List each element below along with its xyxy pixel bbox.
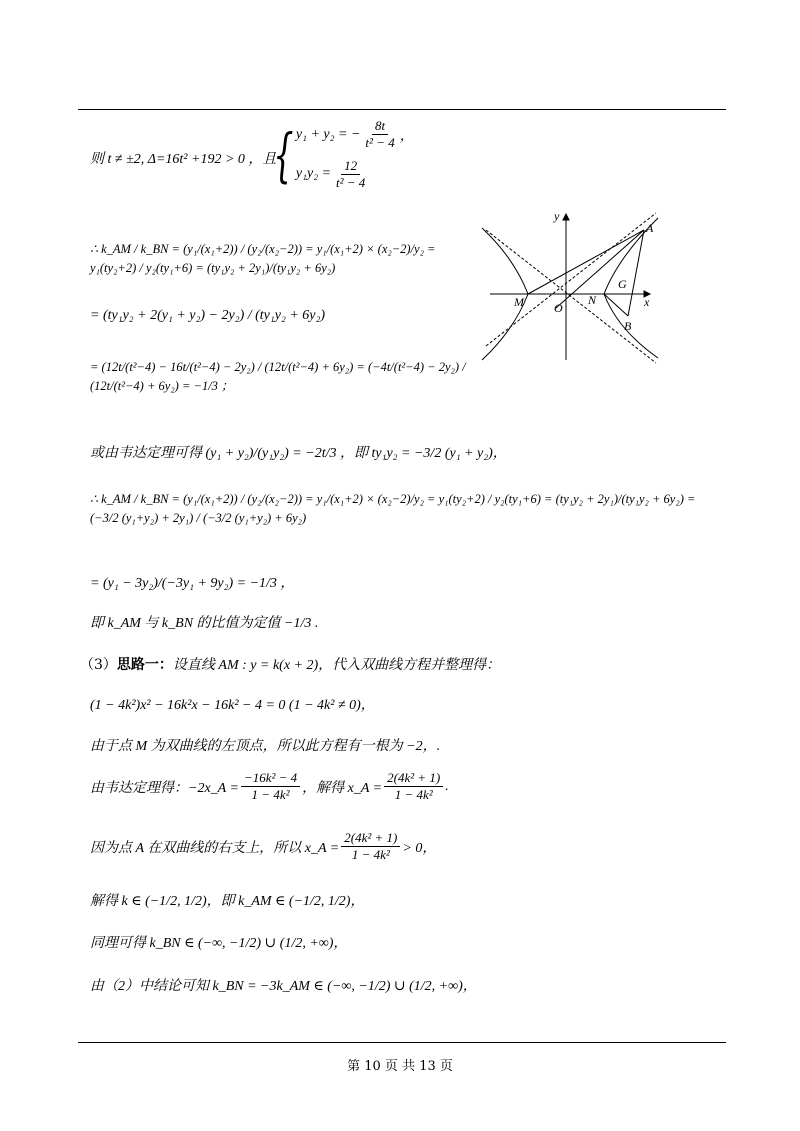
k-range: 解得 k ∈ (−1/2, 1/2)，即 k_AM ∈ (−1/2, 1/2)， [90, 894, 365, 909]
vieta-xa: 由韦达定理得：−2x_A = $\frac{\text{−16k² − 4}}{\text{1 − 4k²}}$ ，解得 x_A = $\frac{\text{2(4k² + 1)}}{\text{1 − 4k²}}$ . [90, 770, 449, 803]
line-through-origin [556, 230, 644, 308]
kbn-conclusion: 由（2）中结论可知 k_BN = −3k_AM ∈ (−∞, −1/2) ∪ (1/2, +∞)， [90, 979, 477, 994]
asymptote-2 [486, 230, 656, 363]
label-G: G [618, 277, 627, 291]
right-branch [604, 218, 658, 358]
system-row-sum: y₁ + y₂ = − $\frac{8t}{\text{t² − 4}}$ ， [295, 118, 414, 151]
system-row-product: y₁y₂ = $\frac{12}{\text{t² − 4}}$ [296, 158, 414, 192]
label-A: A [646, 221, 654, 235]
hyperbola-figure [478, 208, 666, 368]
system-brace: { [273, 120, 294, 189]
label-x: x [644, 295, 650, 309]
y-axis-arrow [563, 214, 569, 220]
xa-fraction: $\frac{\text{2(4k² + 1)}}{\text{1 − 4k²}}$ [384, 770, 443, 804]
product-fraction: $\frac{12}{\text{t² − 4}}$ [336, 157, 366, 190]
quadratic-equation: (1 − 4k²)x² − 16k²x − 16k² − 4 = 0 (1 − 4k² ≠ 0)， [90, 698, 375, 713]
ratio-conclusion: 即 k_AM 与 k_BN 的比值为定值 −1/3 . [90, 616, 319, 631]
bottom-rule [78, 1042, 726, 1043]
vieta-fraction: $\frac{\text{−16k² − 4}}{\text{1 − 4k²}}$ [241, 770, 300, 804]
line-AB [628, 230, 644, 316]
ratio-derivation-2: = (ty₁y₂ + 2(y₁ + y₂) − 2y₂) / (ty₁y₂ + 6y₂) [90, 308, 326, 323]
equation-system [265, 118, 414, 191]
line-NB [604, 294, 628, 316]
condition-line [90, 148, 276, 168]
top-rule [78, 109, 726, 110]
sum-fraction: $\frac{8t}{\text{t² − 4}}$ [365, 118, 395, 151]
kbn-range: 同理可得 k_BN ∈ (−∞, −1/2) ∪ (1/2, +∞)， [90, 936, 348, 951]
vieta-alternative: 或由韦达定理可得 (y₁ + y₂)/(y₁y₂) = −2t/3 ，即 ty₁y₂ = −3/2 (y₁ + y₂)， [90, 446, 507, 461]
page-footer: 第 10 页 共 13 页 [347, 1059, 453, 1074]
ratio-derivation-1: ∴ k_AM / k_BN = (y₁/(x₁+2)) / (y₂/(x₂−2)) = y₁/(x₁+2) × (x₂−2)/y₂ = y₁(ty₂+2) / y₂(ty₁+6) = (ty₁y₂ + 2y₁)/(ty₁y₂ + 6y₂) [90, 242, 436, 275]
label-y: y [554, 209, 560, 223]
condition-text: 则 t ≠ ±2, Δ=16t² +192 > 0 ，且 [90, 152, 277, 167]
root-statement: 由于点 M 为双曲线的左顶点，所以此方程有一根为 −2，. [90, 739, 441, 754]
xa-positive-fraction: $\frac{\text{2(4k² + 1)}}{\text{1 − 4k²}}$ [341, 830, 400, 864]
label-N: N [588, 293, 597, 307]
part3-heading: （3） 思路一： 设直线 AM : y = k(x + 2)，代入双曲线方程并整理得： [80, 654, 500, 674]
ratio-derivation-4: ∴ k_AM / k_BN = (y₁/(x₁+2)) / (y₂/(x₂−2)) = y₁/(x₁+2) × (x₂−2)/y₂ = y₁(ty₂+2) / y₂(ty₁+6) = (ty₁y₂ + 2y₁)/(ty₁y₂ + 6y₂) = (−3/2 (y₁+y₂) + 2y₁) / (−3/2 (y₁+y₂) + 6y₂) [90, 492, 696, 525]
ratio-result: = (y₁ − 3y₂)/(−3y₁ + 9y₂) = −1/3 ， [90, 576, 295, 591]
label-M: M [514, 295, 524, 309]
label-B: B [624, 319, 632, 333]
approach-label: 思路一： [116, 657, 173, 673]
ratio-derivation-3: = (12t/(t²−4) − 16t/(t²−4) − 2y₂) / (12t/(t²−4) + 6y₂) = (−4t/(t²−4) − 2y₂) / (12t/(t²−4) + 6y₂) = −1/3 ； [90, 360, 466, 393]
label-O: O [554, 301, 563, 315]
right-branch-condition: 因为点 A 在双曲线的右支上，所以 x_A = $\frac{\text{2(4k² + 1)}}{\text{1 − 4k²}}$ > 0， [90, 830, 437, 863]
